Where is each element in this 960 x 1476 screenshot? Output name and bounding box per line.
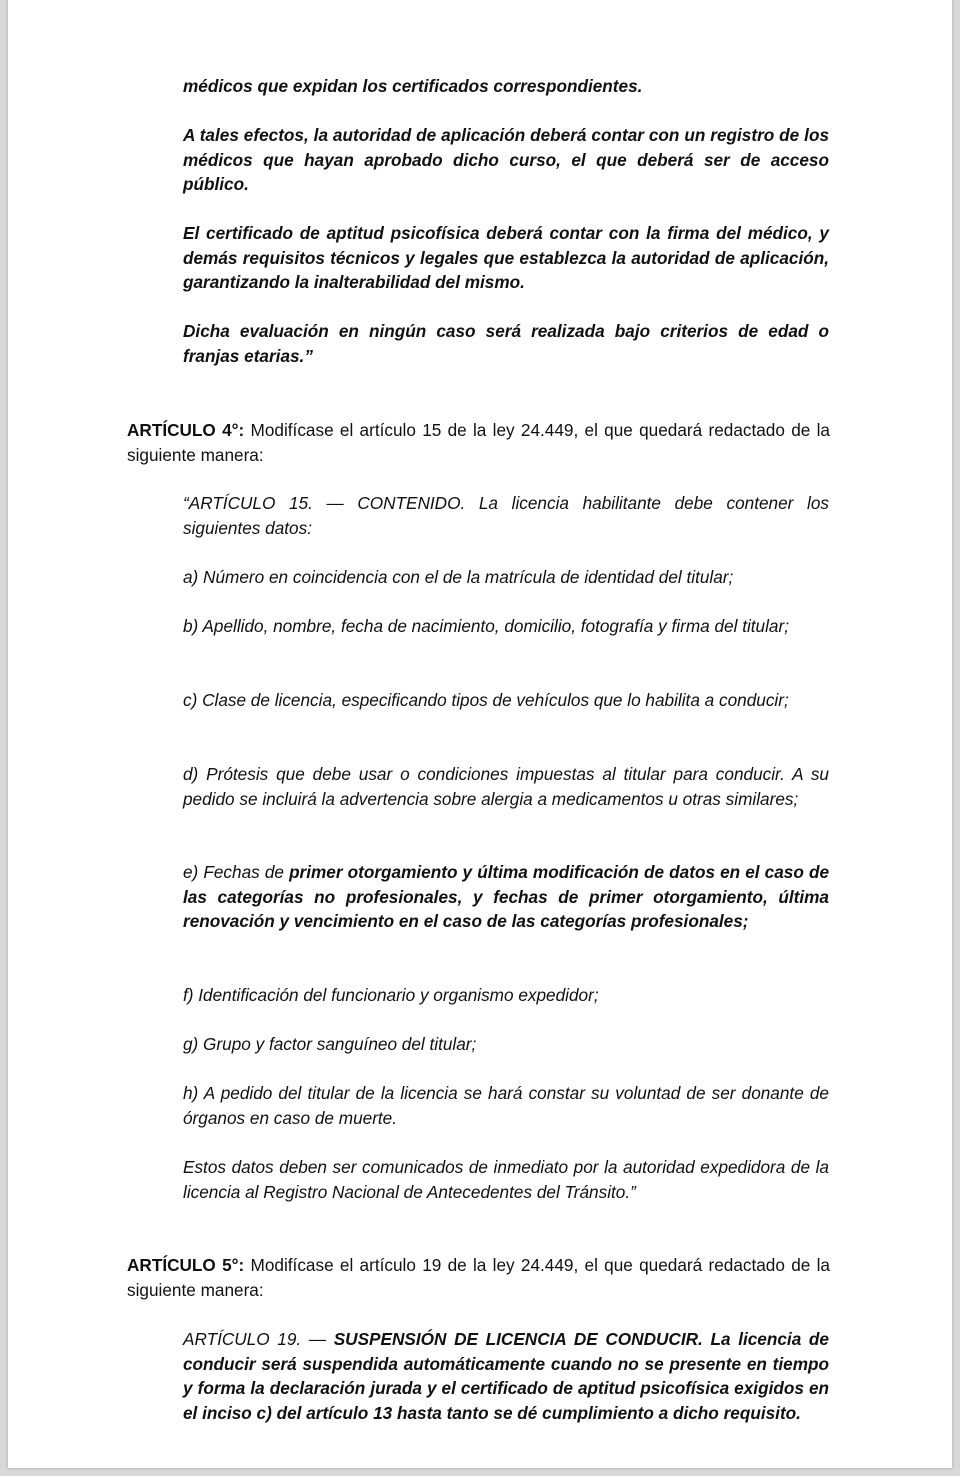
paragraph-registro-medicos: A tales efectos, la autoridad de aplicación deberá contar con un registro de los médicos que hayan aprobado dicho curso, el que deberá ser de acceso público.	[183, 125, 829, 194]
item-e	[183, 860, 829, 934]
article-5	[127, 1253, 830, 1302]
article-4	[127, 418, 830, 467]
item-a: a) Número en coincidencia con el de la matrícula de identidad del titular;	[183, 567, 734, 587]
article-5-heading: ARTÍCULO 5°:	[127, 1255, 245, 1275]
item-g: g) Grupo y factor sanguíneo del titular;	[183, 1034, 477, 1054]
item-h: h) A pedido del titular de la licencia se hará constar su voluntad de ser donante de órganos en caso de muerte.	[183, 1083, 829, 1128]
item-e-lead: e) Fechas de	[183, 862, 290, 882]
article-4-text: Modifícase el artículo 15 de la ley 24.449, el que quedará redactado de la siguiente manera:	[127, 420, 830, 465]
article-4-heading: ARTÍCULO 4°:	[127, 420, 245, 440]
quote-article-19	[183, 1327, 829, 1425]
item-b: b) Apellido, nombre, fecha de nacimiento, domicilio, fotografía y firma del titular;	[183, 616, 789, 636]
document-page	[8, 0, 952, 1468]
item-c: c) Clase de licencia, especificando tipos de vehículos que lo habilita a conducir;	[183, 690, 789, 710]
article-19-lead: ARTÍCULO 19. —	[183, 1329, 334, 1349]
article-19-bold: SUSPENSIÓN DE LICENCIA DE CONDUCIR. La licencia de conducir será suspendida automáticamente cuando no se presente en tiempo y forma la declaración jurada y el certificado de aptitud psicofísica exigidos en el inciso c) del artículo 13 hasta tanto se dé cumplimiento a dicho requisito.	[183, 1329, 829, 1423]
article-5-text: Modifícase el artículo 19 de la ley 24.449, el que quedará redactado de la siguiente manera:	[127, 1255, 830, 1300]
item-f: f) Identificación del funcionario y organismo expedidor;	[183, 985, 599, 1005]
paragraph-medicos-certificados: médicos que expidan los certificados correspondientes.	[183, 76, 643, 96]
item-e-bold: primer otorgamiento y última modificación de datos en el caso de las categorías no profesionales, y fechas de primer otorgamiento, última renovación y vencimiento en el caso de las categorías profesionales;	[183, 862, 830, 931]
item-d: d) Prótesis que debe usar o condiciones impuestas al titular para conducir. A su pedido se incluirá la advertencia sobre alergia a medicamentos u otras similares;	[183, 764, 829, 809]
quote-closing-paragraph: Estos datos deben ser comunicados de inmediato por la autoridad expedidora de la licencia al Registro Nacional de Antecedentes del Tránsito.”	[183, 1157, 829, 1202]
paragraph-certificado-aptitud: El certificado de aptitud psicofísica deberá contar con la firma del médico, y demás requisitos técnicos y legales que establezca la autoridad de aplicación, garantizando la inalterabilidad del mismo.	[183, 223, 829, 292]
quote-article-15-title: “ARTÍCULO 15. — CONTENIDO. La licencia habilitante debe contener los siguientes datos:	[183, 493, 829, 538]
paragraph-evaluacion-edad: Dicha evaluación en ningún caso será realizada bajo criterios de edad o franjas etarias.”	[183, 321, 829, 366]
